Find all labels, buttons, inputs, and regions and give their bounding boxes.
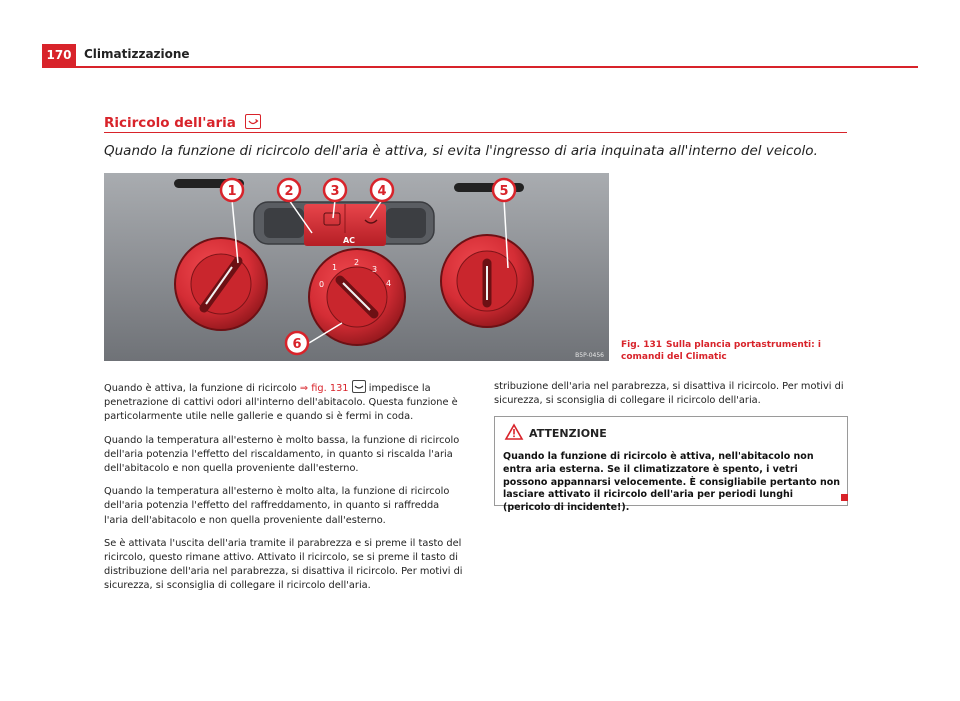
caption-text: Sulla plancia portastrumenti: i comandi del Climatic bbox=[621, 340, 821, 362]
section-end-marker bbox=[841, 494, 848, 501]
fan-scale-0: 0 bbox=[319, 280, 325, 289]
caption-label: Fig. 131 bbox=[621, 340, 663, 350]
recirculation-icon bbox=[245, 114, 261, 129]
svg-text:5: 5 bbox=[499, 184, 509, 199]
warning-title: ATTENZIONE bbox=[529, 427, 607, 440]
page-number: 170 bbox=[42, 44, 76, 66]
svg-text:3: 3 bbox=[330, 184, 340, 199]
figure-caption bbox=[621, 340, 847, 363]
callout-3 bbox=[324, 179, 346, 201]
callout-4 bbox=[371, 179, 393, 201]
callout-2 bbox=[278, 179, 300, 201]
section-title bbox=[104, 114, 261, 131]
section-intro: Quando la funzione di ricircolo dell'aria è attiva, si evita l'ingresso di aria inquinata all'interno del veicolo. bbox=[104, 143, 818, 159]
fan-scale-3: 3 bbox=[372, 265, 378, 274]
right-seat-button bbox=[386, 208, 426, 238]
warning-header bbox=[495, 417, 847, 447]
climatic-panel-illustration bbox=[104, 173, 609, 361]
paragraph-4-continued: stribuzione dell'aria nel parabrezza, si disattiva il ricircolo. Per motivi di sicurezza, si sconsiglia di collegare il ricircolo dell'aria. bbox=[494, 381, 844, 407]
section-title-text: Ricircolo dell'aria bbox=[104, 115, 236, 131]
recirculation-inline-icon bbox=[352, 380, 366, 393]
figure-link[interactable]: ⇒ fig. 131 bbox=[299, 383, 349, 394]
body-column-left bbox=[104, 380, 466, 592]
svg-text:6: 6 bbox=[292, 337, 302, 352]
svg-text:2: 2 bbox=[284, 184, 294, 199]
ac-label: AC bbox=[342, 236, 356, 245]
callout-6 bbox=[286, 332, 308, 354]
paragraph-1: Quando è attiva, la funzione di ricircolo ⇒ fig. 131 impedisce la penetrazione di cattivi odori all'interno dell'abitacolo. Questa funzione è particolarmente utile nelle gallerie e quando si è fermi in coda. bbox=[104, 380, 466, 425]
climatic-controls-figure bbox=[104, 173, 609, 361]
callout-1 bbox=[221, 179, 243, 201]
paragraph-2: Quando la temperatura all'esterno è molto bassa, la funzione di ricircolo dell'aria potenzia l'effetto del riscaldamento, in quanto si riscalda l'aria dell'abitacolo e non quella proveniente dall'esterno. bbox=[104, 434, 460, 475]
callout-5 bbox=[493, 179, 515, 201]
fan-scale-4: 4 bbox=[386, 279, 392, 288]
section-rule bbox=[104, 132, 847, 133]
fan-scale-2: 2 bbox=[354, 258, 360, 267]
figure-code: B5P-0456 bbox=[575, 352, 604, 359]
paragraph-4: Se è attivata l'uscita dell'aria tramite il parabrezza e si preme il tasto del ricircolo, questo rimane attivo. Attivato il ricircolo, se si preme il tasto di distribuzione dell'aria nel parabrezza, si disattiva il ricircolo. Per motivi di sicurezza, si sconsiglia di collegare il ricircolo dell'aria. bbox=[104, 537, 463, 592]
fan-scale-1: 1 bbox=[332, 263, 338, 272]
chapter-title: Climatizzazione bbox=[84, 47, 190, 61]
warning-text: Quando la funzione di ricircolo è attiva, nell'abitacolo non entra aria esterna. Se il climatizzatore è spento, i vetri possono appannarsi velocemente. È consigliabile pertanto non lasciare attivato il ricircolo dell'aria per periodi lunghi (pericolo di incidente!). bbox=[503, 451, 841, 514]
header-rule bbox=[42, 66, 918, 68]
warning-box bbox=[494, 416, 848, 514]
paragraph-3: Quando la temperatura all'esterno è molto alta, la funzione di ricircolo dell'aria potenzia l'effetto del raffreddamento, in quanto si raffredda l'aria dell'abitacolo e non quella proveniente dall'esterno. bbox=[104, 486, 450, 526]
svg-text:1: 1 bbox=[227, 184, 237, 199]
warning-icon bbox=[505, 424, 523, 440]
body-column-right bbox=[494, 380, 850, 408]
svg-text:4: 4 bbox=[377, 184, 387, 199]
